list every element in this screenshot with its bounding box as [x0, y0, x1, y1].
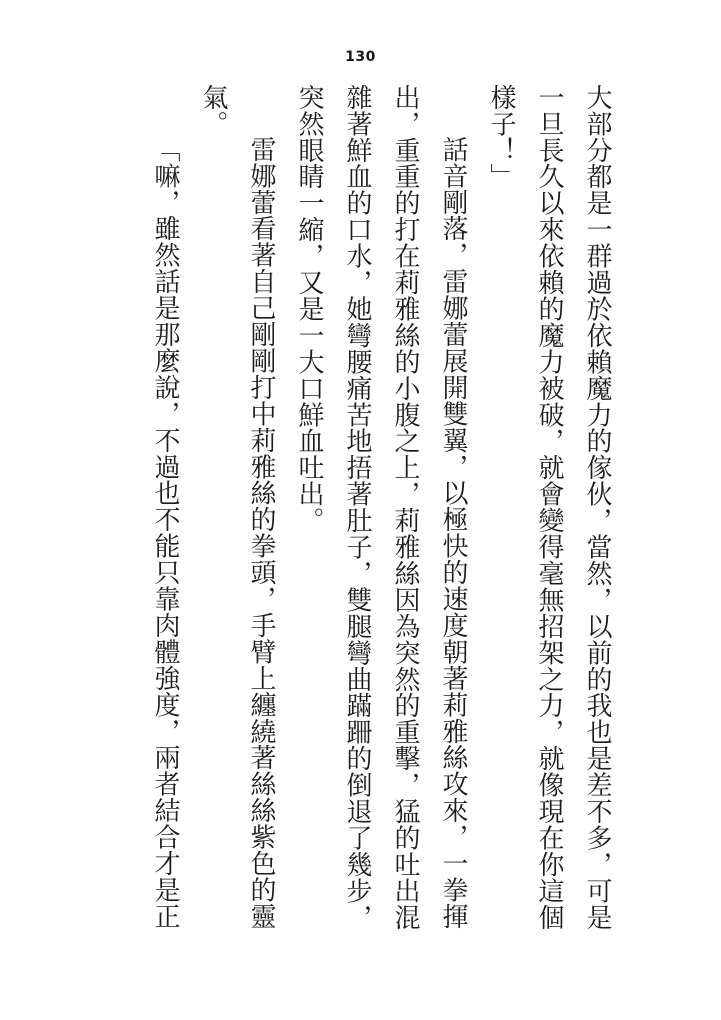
page-text-block — [139, 84, 621, 932]
body-paragraph: 「嘛，雖然話是那麼說，不過也不能只靠肉體強度，兩者結合才是正 — [151, 136, 180, 930]
page-number: 130 — [345, 49, 376, 65]
body-paragraph: 大部分都是一群過於依賴魔力的傢伙，當然，以前的我也是差不多，可是一旦長久以來依賴的魔力被破，就會變得毫無招架之力，就像現在你這個樣子！」 — [487, 84, 612, 931]
body-paragraph: 雷娜蕾看著自己剛剛打中莉雅絲的拳頭，手臂上纏繞著絲絲紫色的靈氣。 — [199, 84, 276, 930]
body-paragraph: 話音剛落，雷娜蕾展開雙翼，以極快的速度朝著莉雅絲攻來，一拳揮出，重重的打在莉雅絲的小腹之上，莉雅絲因為突然的重擊，猛的吐出混雜著鮮血的口水，她彎腰痛苦地捂著肚子，雙腿彎曲蹣跚的倒退了幾步，突然眼睛一縮，又是一大口鮮血吐出。 — [295, 84, 468, 931]
